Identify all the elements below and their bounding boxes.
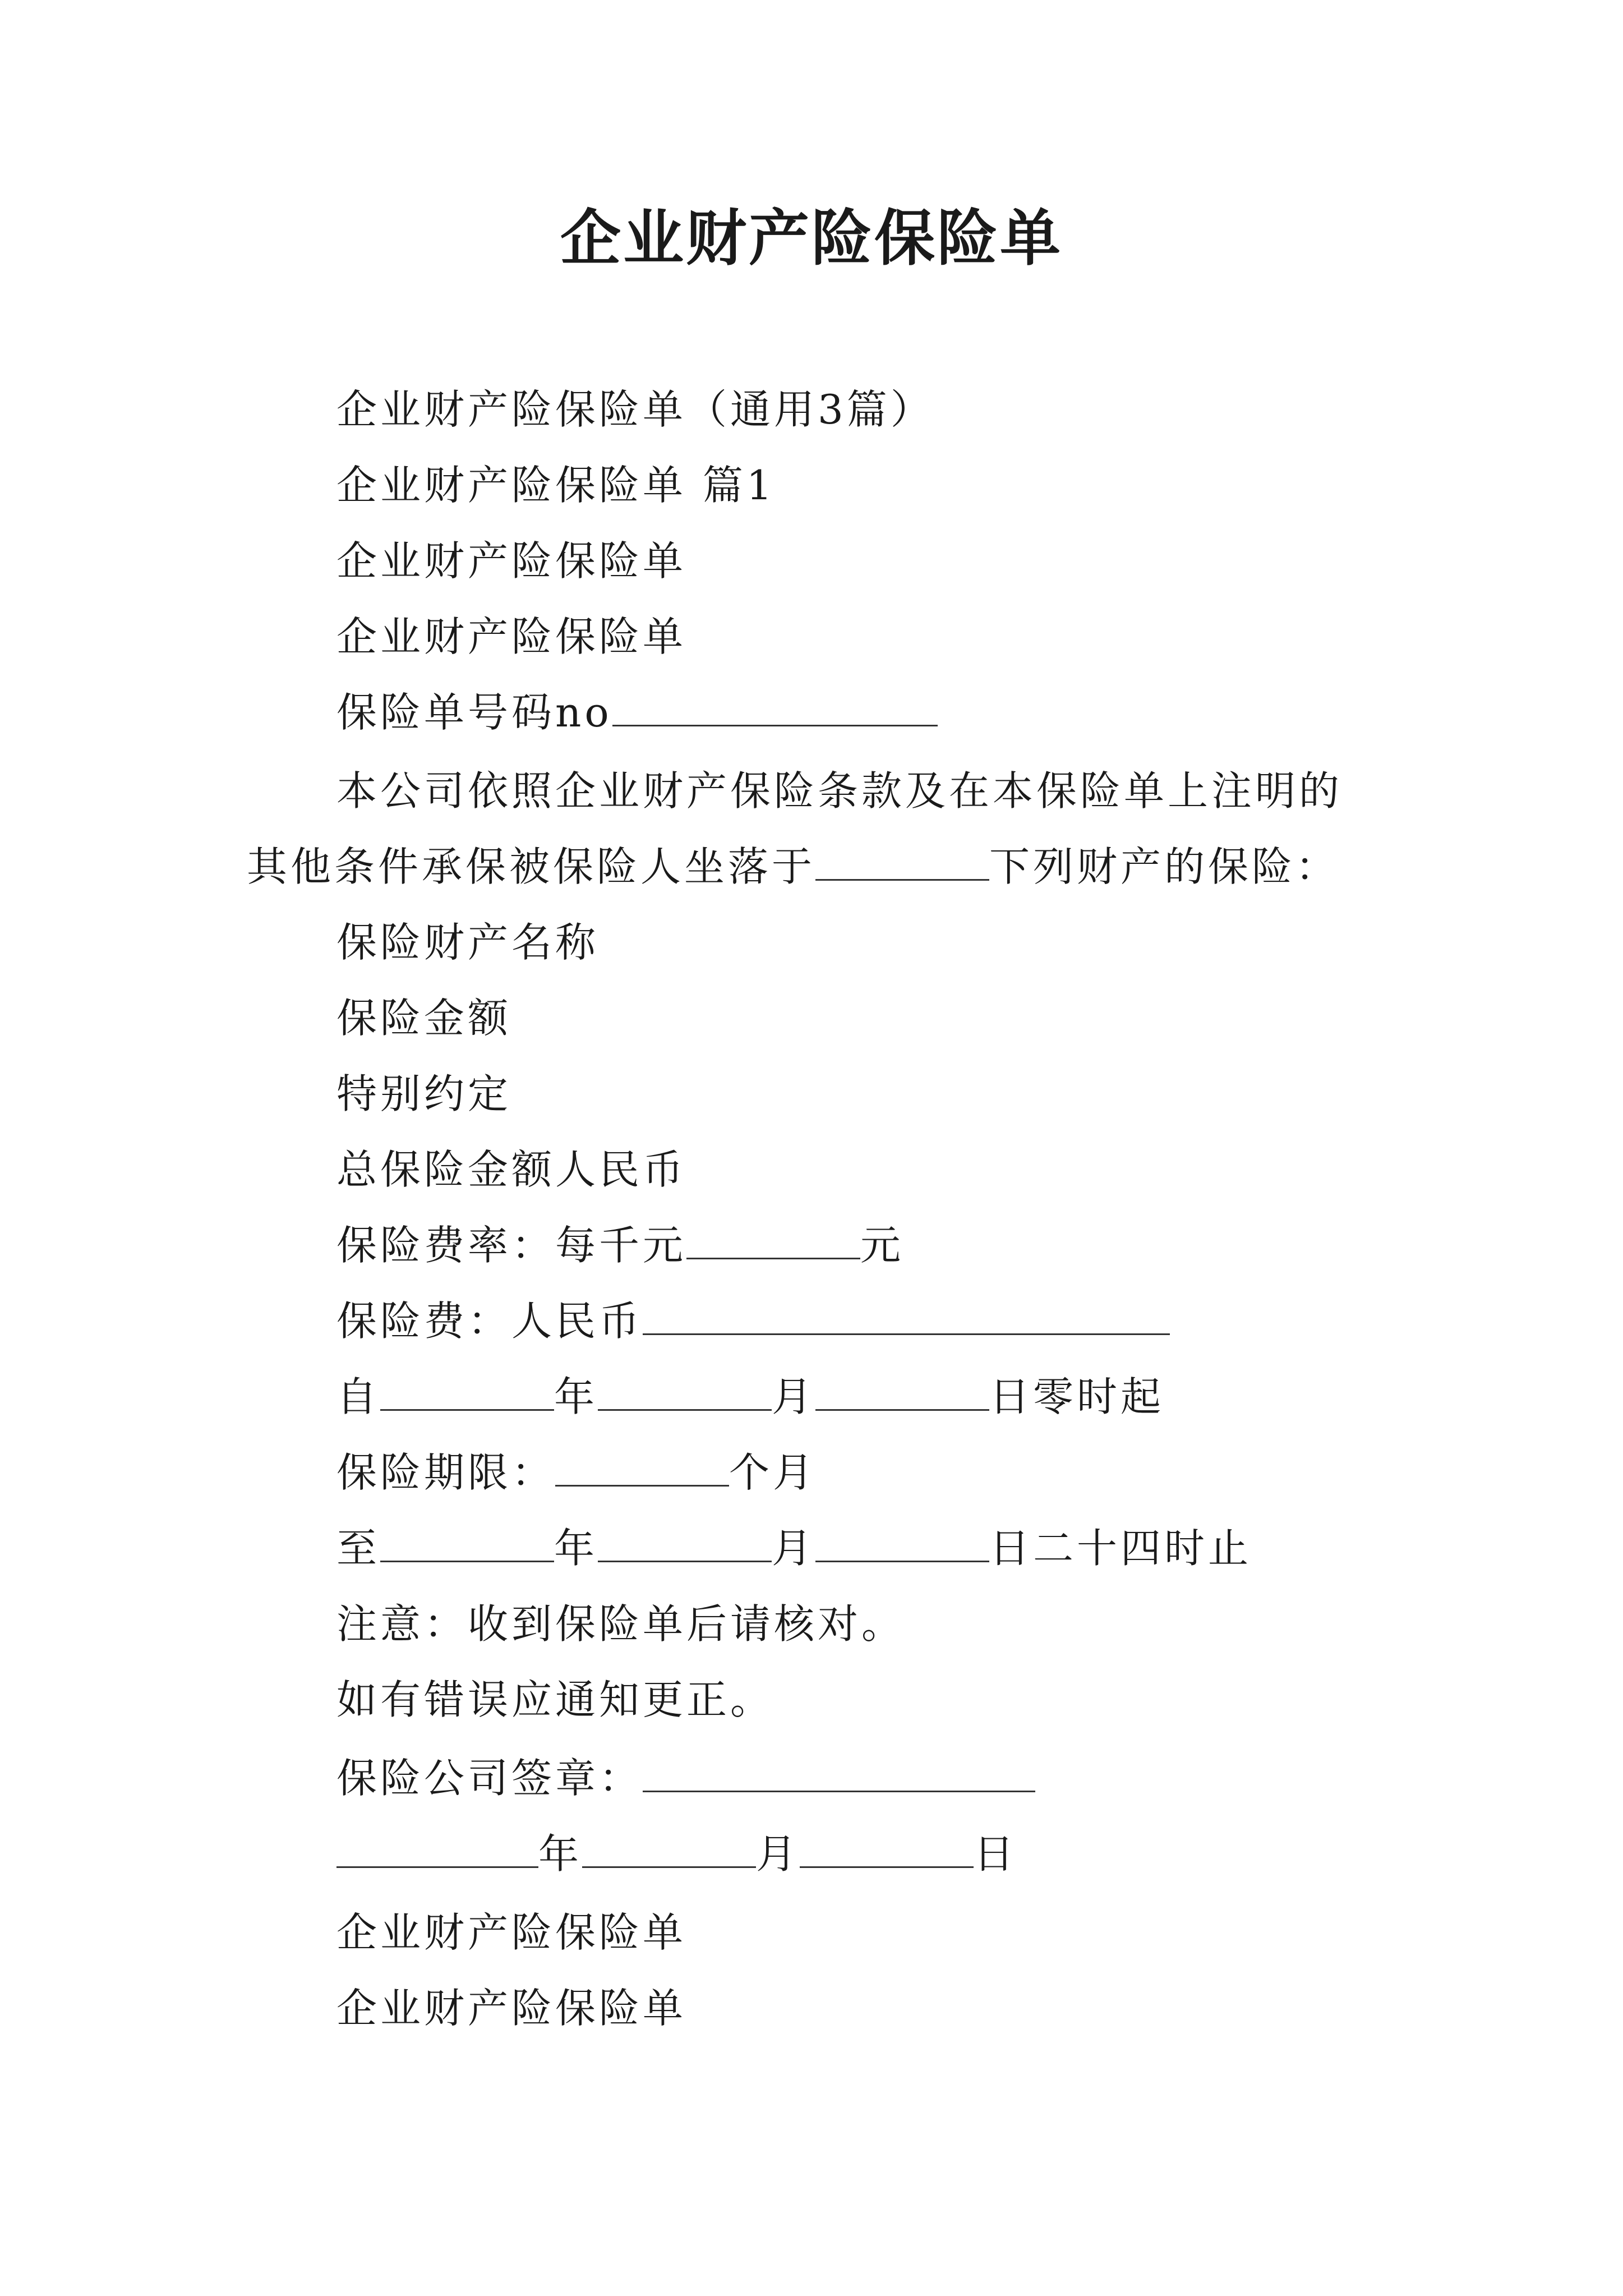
- premium-rate-label: 保险费率：每千元: [336, 1222, 687, 1269]
- intro-text-b: 下列财产的保险：: [989, 843, 1340, 890]
- premium-rate-unit: 元: [860, 1222, 905, 1269]
- sign-day-blank: [800, 1828, 974, 1868]
- end-suffix: 日二十四时止: [989, 1525, 1252, 1572]
- end-day-blank: [815, 1522, 989, 1562]
- total-amount-label: 总保险金额人民币: [336, 1146, 687, 1193]
- document-title: 企业财产险保险单: [560, 203, 1063, 274]
- start-day-blank: [815, 1371, 989, 1411]
- end-year-label: 年: [554, 1525, 598, 1572]
- start-year-label: 年: [554, 1373, 598, 1420]
- form-heading-2: 企业财产险保险单: [336, 613, 687, 660]
- period-unit: 个月: [729, 1449, 817, 1496]
- property-name-label: 保险财产名称: [336, 919, 600, 966]
- intro-paragraph-line-1: 本公司依照企业财产保险条款及在本保险单上注明的: [336, 767, 1343, 815]
- insured-amount-label: 保险金额: [336, 995, 512, 1042]
- end-date-line: [336, 1520, 1252, 1576]
- sign-day-label: 日: [974, 1830, 1018, 1878]
- notice-line-1: 注意：收到保险单后请核对。: [336, 1600, 906, 1648]
- premium-label: 保险费：人民币: [336, 1297, 643, 1345]
- notice-line-2: 如有错误应通知更正。: [336, 1676, 774, 1723]
- period-label: 保险期限：: [336, 1449, 556, 1496]
- special-terms-label: 特别约定: [336, 1070, 512, 1117]
- start-date-line: [336, 1369, 1164, 1425]
- sign-date-line: [336, 1826, 1017, 1882]
- period-line: [336, 1444, 817, 1501]
- premium-rate-line: [336, 1217, 904, 1273]
- next-form-heading: 企业财产险保险单: [336, 1909, 687, 1956]
- section-heading: 企业财产险保险单 篇1: [336, 462, 776, 509]
- policy-number-label: 保险单号码no: [336, 689, 612, 736]
- seal-label: 保险公司签章：: [336, 1755, 643, 1802]
- start-year-blank: [380, 1371, 554, 1411]
- start-month-label: 月: [772, 1373, 816, 1420]
- doc-subtitle: 企业财产险保险单（通用3篇）: [336, 386, 934, 433]
- end-year-blank: [380, 1522, 554, 1562]
- form-heading: 企业财产险保险单: [336, 537, 687, 585]
- end-prefix: 至: [336, 1525, 381, 1572]
- seal-line: [336, 1750, 1035, 1806]
- sign-year-blank: [336, 1828, 538, 1868]
- policy-number-line: [336, 684, 938, 740]
- start-suffix: 日零时起: [989, 1373, 1165, 1420]
- sign-month-blank: [582, 1828, 756, 1868]
- intro-text-a: 其他条件承保被保险人坐落于: [247, 843, 816, 890]
- premium-line: [336, 1293, 1170, 1349]
- start-prefix: 自: [336, 1373, 381, 1420]
- policy-number-blank: [612, 687, 938, 726]
- next-form-heading-2: 企业财产险保险单: [336, 1985, 687, 2032]
- premium-rate-blank: [686, 1220, 860, 1259]
- location-blank: [815, 841, 989, 881]
- end-month-label: 月: [772, 1525, 816, 1572]
- intro-paragraph-line-2: [247, 839, 1339, 895]
- sign-year-label: 年: [538, 1830, 583, 1878]
- end-month-blank: [598, 1522, 772, 1562]
- period-blank: [555, 1447, 729, 1487]
- start-month-blank: [598, 1371, 772, 1411]
- seal-blank: [643, 1752, 1035, 1792]
- sign-month-label: 月: [756, 1830, 800, 1878]
- premium-blank: [643, 1295, 1170, 1335]
